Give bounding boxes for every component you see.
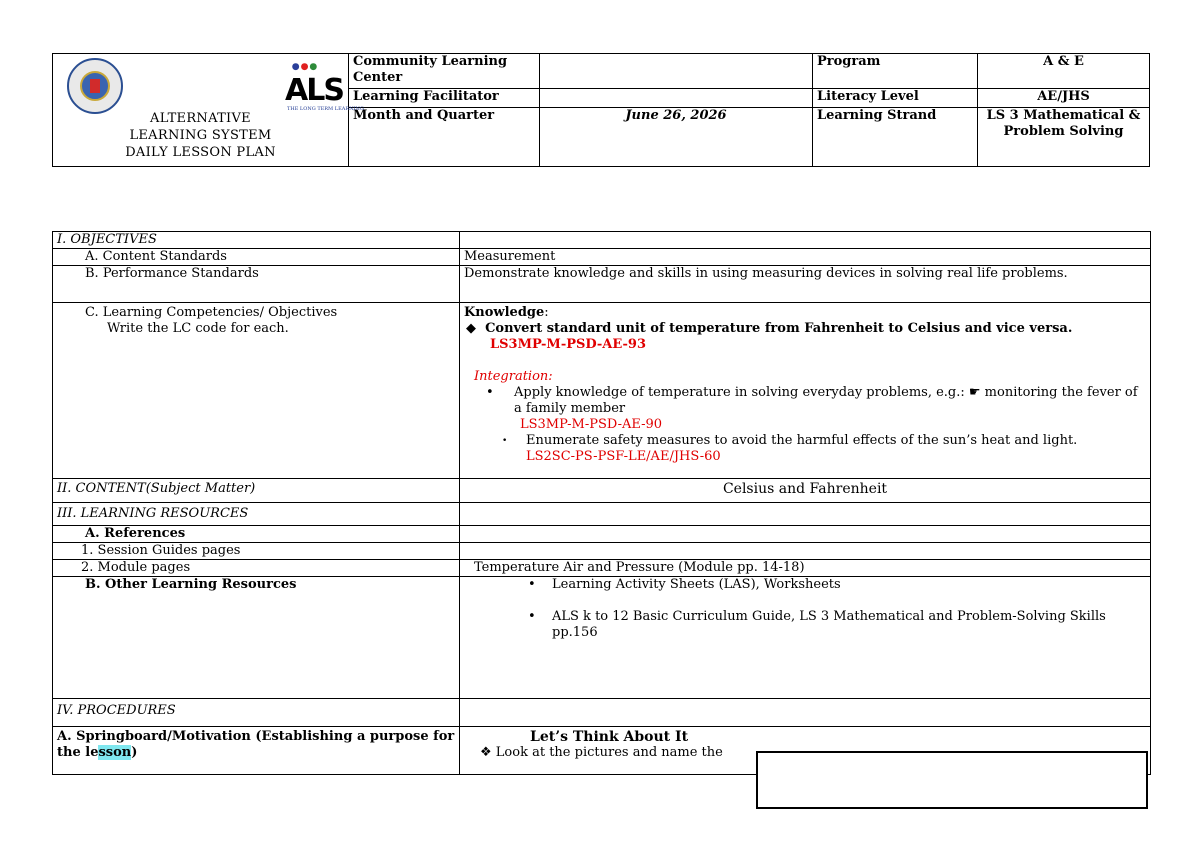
springboard-label xyxy=(53,727,460,775)
bullet-icon: • xyxy=(528,609,536,624)
literacy-level-value[interactable]: AE/JHS xyxy=(978,89,1150,108)
community-center-value[interactable] xyxy=(540,54,813,89)
picture-frame xyxy=(756,751,1148,809)
diamond-bullet-icon: ❖ xyxy=(480,745,492,760)
table-row xyxy=(53,266,1151,303)
learning-strand-value[interactable]: LS 3 Mathematical & Problem Solving xyxy=(978,108,1150,167)
table-row xyxy=(53,526,1151,543)
month-quarter-label: Month and Quarter xyxy=(349,108,540,167)
facilitator-label: Learning Facilitator xyxy=(349,89,540,108)
module-pages-label: 2. Module pages xyxy=(53,560,460,577)
performance-standards-value[interactable]: Demonstrate knowledge and skills in using measuring devices in solving real life problems. xyxy=(460,266,1151,303)
resources-heading: III. LEARNING RESOURCES xyxy=(53,503,460,526)
month-quarter-value[interactable]: June 26, 2026 xyxy=(540,108,813,167)
table-row xyxy=(53,699,1151,727)
session-guides-label: 1. Session Guides pages xyxy=(53,543,460,560)
table-row xyxy=(53,503,1151,526)
content-title-suffix: (Subject Matter) xyxy=(145,481,256,496)
program-label: Program xyxy=(813,54,978,89)
other-resources-value[interactable] xyxy=(460,577,1151,699)
org-title-line-3: DAILY LESSON PLAN xyxy=(125,145,276,160)
diamond-bullet-icon: ◆ xyxy=(466,321,476,336)
literacy-level-label: Literacy Level xyxy=(813,89,978,108)
competencies-sublabel: Write the LC code for each. xyxy=(107,321,289,336)
objectives-heading-blank xyxy=(460,232,1151,249)
other-resource-2: ALS k to 12 Basic Curriculum Guide, LS 3 Mathematical and Problem-Solving Skills pp.156 xyxy=(552,609,1106,640)
org-title-line-2: LEARNING SYSTEM xyxy=(129,128,272,143)
list-item xyxy=(464,577,1146,593)
content-heading xyxy=(53,479,460,503)
table-row xyxy=(53,479,1151,503)
table-row xyxy=(53,543,1151,560)
als-logo-text: ALS xyxy=(285,73,343,108)
performance-standards-label: B. Performance Standards xyxy=(53,266,460,303)
knowledge-code: LS3MP-M-PSD-AE-93 xyxy=(490,337,647,352)
integration-item-1: Apply knowledge of temperature in solving everyday problems, e.g.: ☛ monitoring the fever of a family member xyxy=(514,385,1138,416)
table-row xyxy=(53,249,1151,266)
integration-code-1: LS3MP-M-PSD-AE-90 xyxy=(520,417,663,432)
objectives-heading: I. OBJECTIVES xyxy=(53,232,460,249)
content-standards-label: A. Content Standards xyxy=(53,249,460,266)
resources-heading-blank xyxy=(460,503,1151,526)
references-value[interactable] xyxy=(460,526,1151,543)
deped-seal-icon xyxy=(67,58,123,114)
content-standards-value[interactable]: Measurement xyxy=(460,249,1151,266)
session-guides-value[interactable] xyxy=(460,543,1151,560)
competencies-label: C. Learning Competencies/ Objectives xyxy=(85,305,338,320)
content-value[interactable]: Celsius and Fahrenheit xyxy=(460,479,1151,503)
procedures-heading: IV. PROCEDURES xyxy=(53,699,460,727)
facilitator-value[interactable] xyxy=(540,89,813,108)
table-row xyxy=(53,303,1151,479)
list-item xyxy=(464,609,1146,641)
content-title: II. CONTENT xyxy=(57,481,146,496)
integration-item-2: Enumerate safety measures to avoid the harmful effects of the sun’s heat and light. xyxy=(526,433,1078,448)
bullet-icon: • xyxy=(502,436,508,446)
org-title xyxy=(53,110,348,161)
activity-item: Look at the pictures and name the xyxy=(495,745,723,760)
springboard-highlight: sson xyxy=(98,745,132,760)
logo-cell xyxy=(53,54,364,167)
other-resources-label: B. Other Learning Resources xyxy=(53,577,460,699)
springboard-text: A. Springboard/Motivation (Establishing a purpose for the le xyxy=(57,729,455,760)
bullet-icon: • xyxy=(486,385,494,400)
table-row xyxy=(53,577,1151,699)
competencies-value[interactable]: Knowledge: ◆ Convert standard unit of temperature from Fahrenheit to Celsius and vice versa. LS3MP-M-PSD-AE-93 Integration: • Apply knowledge of temperature in solving everyday problems, e.g.: ☛ monitoring the fever of a family member LS3MP-M-PSD-AE-90 • Enumerate safety measures to avoid the harmful effects of the sun’s heat and light. LS2SC-PS-PSF-LE/AE/JHS-60 xyxy=(460,303,1151,479)
references-label: A. References xyxy=(53,526,460,543)
knowledge-label: Knowledge xyxy=(464,305,545,320)
table-row xyxy=(53,560,1151,577)
table-row xyxy=(53,232,1151,249)
competencies-label-cell xyxy=(53,303,460,479)
integration-code-2: LS2SC-PS-PSF-LE/AE/JHS-60 xyxy=(526,449,721,464)
org-title-line-1: ALTERNATIVE xyxy=(150,111,251,126)
activity-title: Let’s Think About It xyxy=(530,729,689,745)
bullet-icon: • xyxy=(528,577,536,592)
integration-label: Integration: xyxy=(474,369,553,384)
community-center-label: Community Learning Center xyxy=(349,54,540,89)
learning-strand-label: Learning Strand xyxy=(813,108,978,167)
program-value[interactable]: A & E xyxy=(978,54,1150,89)
als-logo-tagline: THE LONG TERM LEARNING xyxy=(287,106,364,112)
other-resource-1: Learning Activity Sheets (LAS), Worksheets xyxy=(552,577,841,592)
procedures-heading-blank xyxy=(460,699,1151,727)
knowledge-item: Convert standard unit of temperature from Fahrenheit to Celsius and vice versa. xyxy=(485,321,1073,336)
lesson-plan-table xyxy=(52,231,1151,775)
als-logo-icon: ●●● ALS THE LONG TERM LEARNING xyxy=(285,62,364,112)
module-pages-value[interactable]: Temperature Air and Pressure (Module pp. 14-18) xyxy=(460,560,1151,577)
springboard-text-end: ) xyxy=(131,745,138,760)
header-table xyxy=(52,53,1150,167)
